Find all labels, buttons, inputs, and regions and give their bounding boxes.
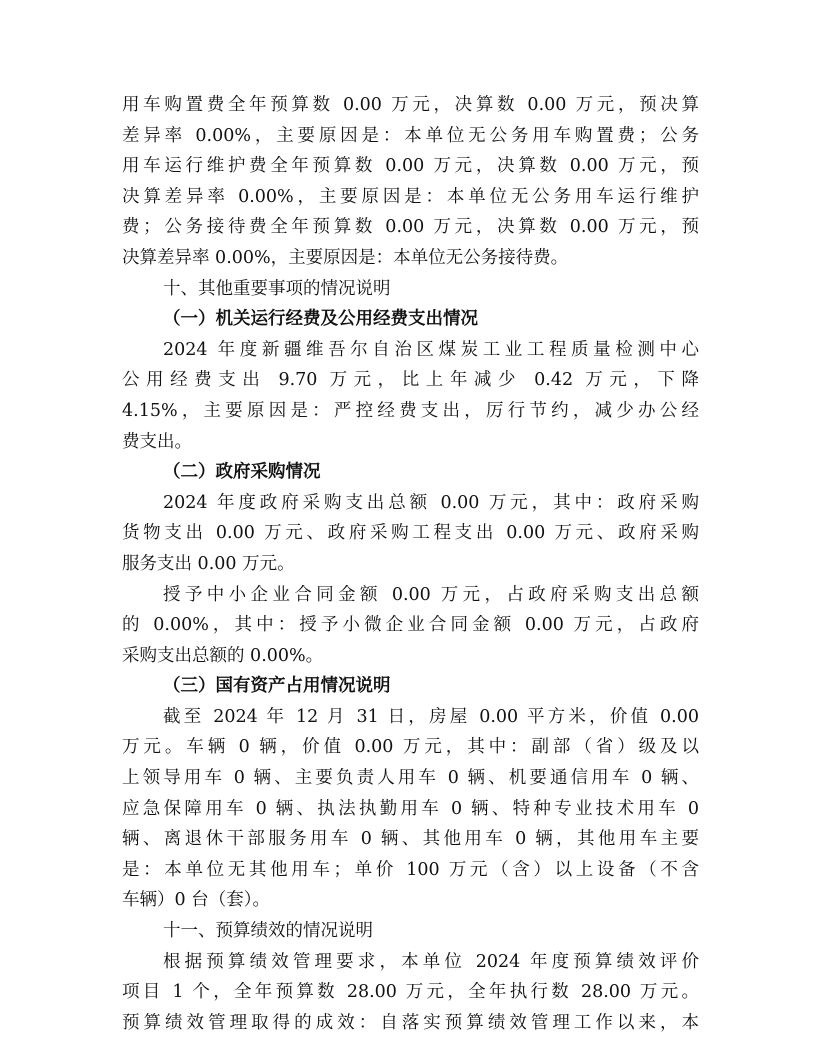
text-line: 费支出。	[122, 431, 192, 452]
text-line: 4.15%，主要原因是：严控经费支出，厉行节约，减少办公经	[122, 400, 699, 421]
text-line: 是：本单位无其他用车；单价 100 万元（含）以上设备（不含	[122, 859, 699, 880]
text-line: 费；公务接待费全年预算数 0.00 万元，决算数 0.00 万元，预	[122, 217, 699, 238]
text-line: 授予中小企业合同金额 0.00 万元，占政府采购支出总额	[163, 584, 699, 605]
document-page	[122, 90, 699, 1038]
text-line: 根据预算绩效管理要求，本单位 2024 年度预算绩效评价	[163, 951, 699, 972]
text-line: 的 0.00%，其中：授予小微企业合同金额 0.00 万元，占政府	[122, 615, 699, 636]
section-heading: （二）政府采购情况	[163, 462, 321, 483]
text-line: 上领导用车 0 辆、主要负责人用车 0 辆、机要通信用车 0 辆、	[122, 768, 699, 789]
text-line: 决算差异率 0.00%，主要原因是：本单位无公务接待费。	[122, 247, 569, 268]
section-heading: 十、其他重要事项的情况说明	[163, 278, 391, 299]
text-line: 2024 年度新疆维吾尔自治区煤炭工业工程质量检测中心	[163, 339, 699, 360]
section-heading: （一）机关运行经费及公用经费支出情况	[163, 309, 478, 330]
text-line: 服务支出 0.00 万元。	[122, 553, 295, 574]
text-line: 万元。车辆 0 辆，价值 0.00 万元，其中：副部（省）级及以	[122, 737, 699, 758]
section-heading: （三）国有资产占用情况说明	[163, 676, 391, 697]
text-line: 用车购置费全年预算数 0.00 万元，决算数 0.00 万元，预决算	[122, 95, 699, 115]
text-line: 采购支出总额的 0.00%。	[122, 645, 324, 666]
text-line: 应急保障用车 0 辆、执法执勤用车 0 辆、特种专业技术用车 0	[122, 798, 699, 819]
text-line: 辆、离退休干部服务用车 0 辆、其他用车 0 辆，其他用车主要	[122, 829, 699, 850]
text-line: 截至 2024 年 12 月 31 日，房屋 0.00 平方米，价值 0.00	[163, 706, 699, 727]
text-line: 预算绩效管理取得的成效：自落实预算绩效管理工作以来，本	[122, 1012, 699, 1033]
text-line: 决算差异率 0.00%，主要原因是：本单位无公务用车运行维护	[122, 186, 699, 207]
text-line: 2024 年度政府采购支出总额 0.00 万元，其中：政府采购	[163, 492, 699, 513]
text-line: 车辆）0 台（套）。	[122, 890, 270, 911]
text-line: 用车运行维护费全年预算数 0.00 万元，决算数 0.00 万元，预	[122, 156, 699, 177]
text-line: 项目 1 个，全年预算数 28.00 万元，全年执行数 28.00 万元。	[122, 982, 699, 1003]
section-heading: 十一、预算绩效的情况说明	[163, 921, 373, 942]
text-line: 差异率 0.00%，主要原因是：本单位无公务用车购置费；公务	[122, 125, 699, 146]
text-line: 货物支出 0.00 万元、政府采购工程支出 0.00 万元、政府采购	[122, 523, 699, 544]
text-line: 公用经费支出 9.70 万元，比上年减少 0.42 万元，下降	[122, 370, 699, 391]
